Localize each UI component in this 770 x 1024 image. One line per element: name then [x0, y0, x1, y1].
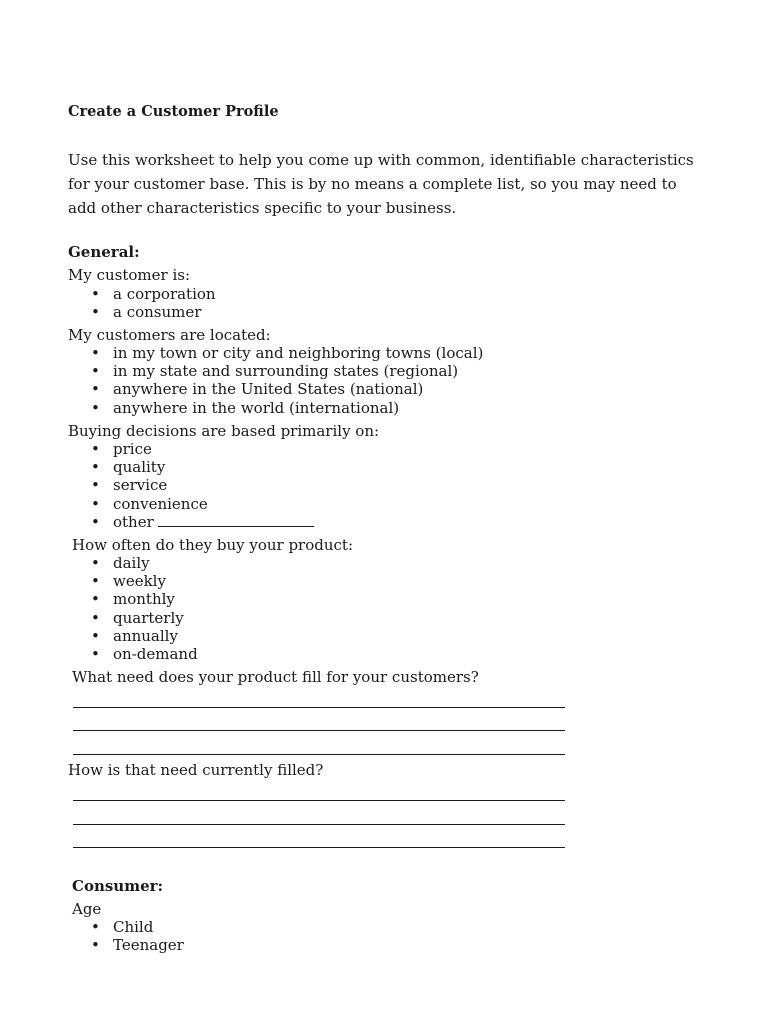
- answer-line[interactable]: [73, 847, 565, 848]
- intro-paragraph: Use this worksheet to help you come up with common, identifiable characteristics for your customer base. This is by no means a complete list, so you may need to add other characteristics specific to your business.: [68, 151, 694, 217]
- question-buying-decisions: Buying decisions are based primarily on:: [68, 422, 380, 440]
- list-item: • price: [89, 440, 314, 458]
- list-item: • convenience: [89, 495, 314, 513]
- list-item: • anywhere in the world (international): [89, 399, 483, 417]
- list-item: • quality: [89, 458, 314, 476]
- options-buying-decisions: [89, 440, 314, 531]
- general-heading: General:: [68, 243, 140, 261]
- question-purchase-frequency: How often do they buy your product:: [72, 536, 354, 554]
- answer-line[interactable]: [73, 754, 565, 755]
- answer-line[interactable]: [73, 824, 565, 825]
- list-item: • a corporation: [89, 285, 216, 303]
- page-title: Create a Customer Profile: [68, 103, 279, 120]
- question-need-currently-filled: How is that need currently filled?: [68, 761, 324, 779]
- options-age: [89, 918, 184, 954]
- answer-line[interactable]: [73, 800, 565, 801]
- question-location: My customers are located:: [68, 326, 271, 344]
- answer-line[interactable]: [73, 730, 565, 731]
- list-item-label: other: [113, 512, 154, 531]
- answer-line[interactable]: [73, 707, 565, 708]
- other-blank-line[interactable]: [158, 514, 314, 527]
- question-customer-type: My customer is:: [68, 266, 191, 284]
- list-item: • daily: [89, 554, 198, 572]
- list-item: • on-demand: [89, 645, 198, 663]
- list-item-other: [89, 513, 314, 531]
- list-item: • in my state and surrounding states (regional): [89, 362, 483, 380]
- options-customer-type: [89, 285, 216, 321]
- list-item: • Child: [89, 918, 184, 936]
- list-item: • anywhere in the United States (national): [89, 380, 483, 398]
- question-product-need: What need does your product fill for your customers?: [72, 668, 479, 686]
- list-item: • monthly: [89, 590, 198, 608]
- list-item: • quarterly: [89, 609, 198, 627]
- options-location: [89, 344, 483, 417]
- question-age: Age: [72, 900, 102, 918]
- list-item: • annually: [89, 627, 198, 645]
- list-item: • a consumer: [89, 303, 216, 321]
- options-purchase-frequency: [89, 554, 198, 663]
- list-item: • service: [89, 476, 314, 494]
- list-item: • Teenager: [89, 936, 184, 954]
- consumer-heading: Consumer:: [72, 877, 164, 895]
- list-item: • weekly: [89, 572, 198, 590]
- list-item: • in my town or city and neighboring towns (local): [89, 344, 483, 362]
